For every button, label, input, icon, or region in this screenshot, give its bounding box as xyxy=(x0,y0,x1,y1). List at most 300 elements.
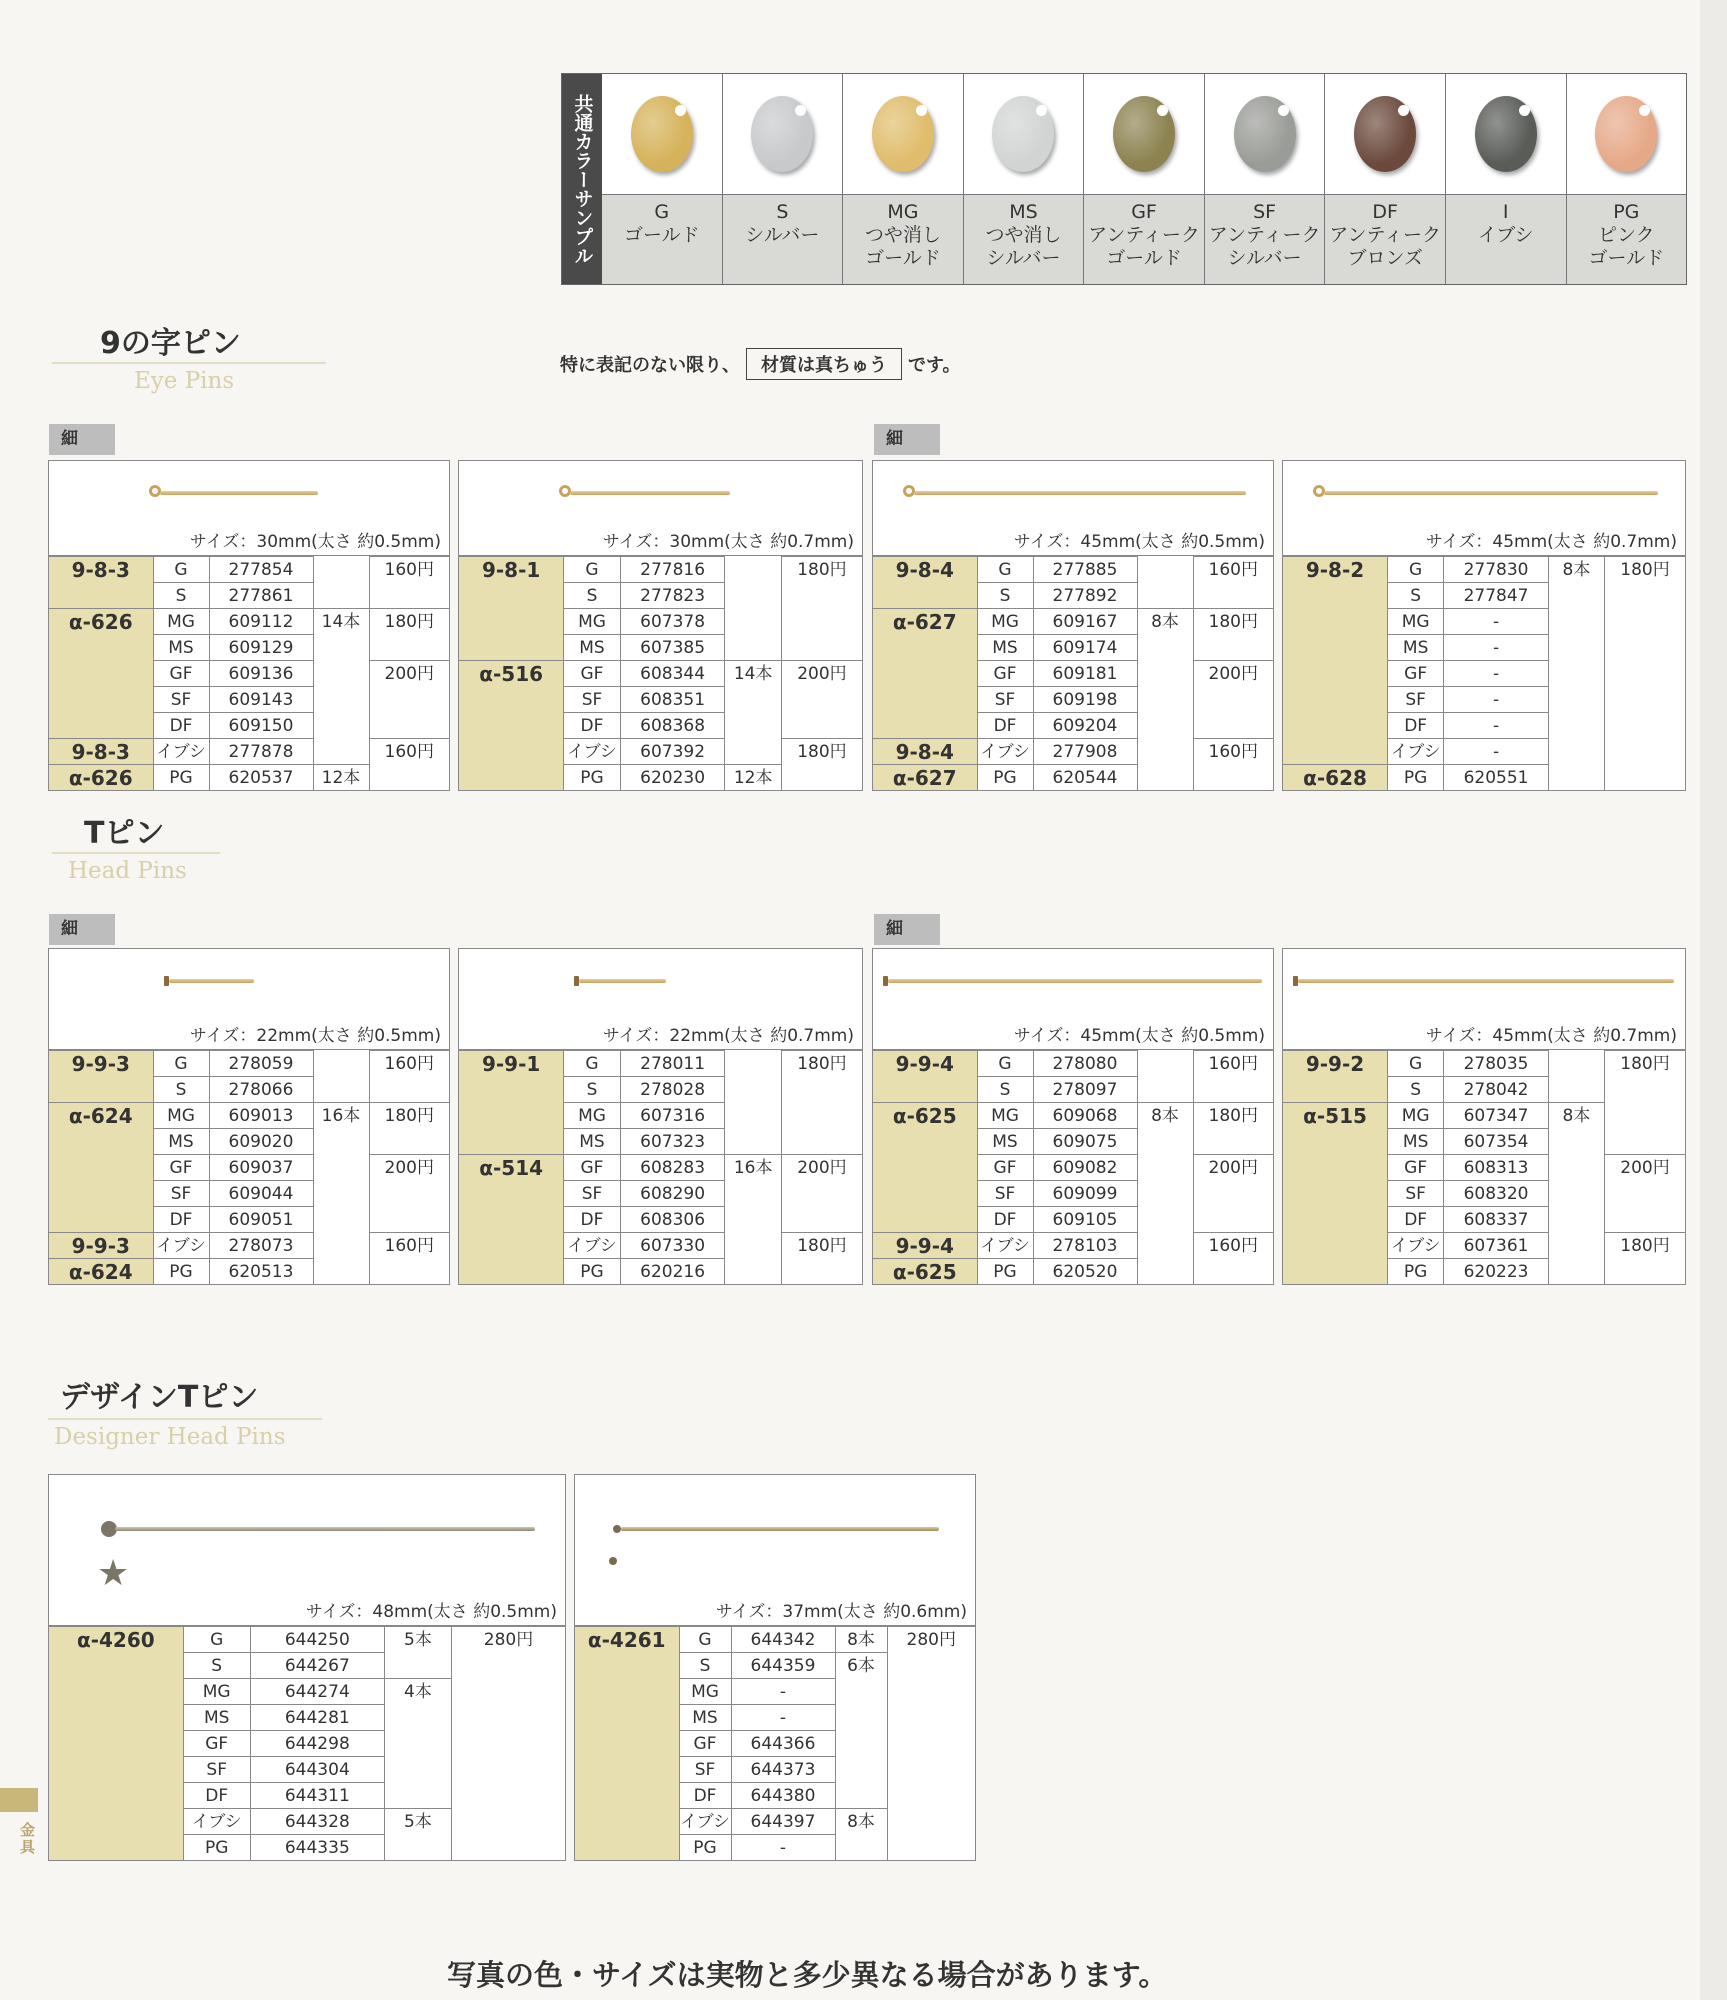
head-pins-subtitle: Head Pins xyxy=(68,858,187,884)
color-code: SF xyxy=(1388,1181,1444,1207)
product-code: 620216 xyxy=(620,1259,725,1285)
product-code: 609198 xyxy=(1033,687,1137,713)
price xyxy=(887,1653,975,1679)
head-cards-card xyxy=(1282,948,1686,1285)
color-name xyxy=(1567,195,1687,284)
quantity: 5本 xyxy=(384,1809,451,1835)
part-number xyxy=(459,635,564,661)
table-row xyxy=(49,635,449,661)
quantity: 14本 xyxy=(313,609,369,635)
product-code: 609044 xyxy=(209,1181,313,1207)
product-code: 277861 xyxy=(209,583,313,609)
product-code: 608344 xyxy=(620,661,725,687)
part-number xyxy=(49,1809,183,1835)
price xyxy=(887,1731,975,1757)
part-number xyxy=(1283,635,1388,661)
table-row xyxy=(1283,687,1685,713)
table-row xyxy=(459,1259,862,1285)
part-number: α-624 xyxy=(49,1103,153,1129)
quantity xyxy=(1548,1259,1604,1285)
star-charm-icon: ★ xyxy=(97,1553,130,1594)
color-code: GF xyxy=(1131,201,1157,223)
part-number xyxy=(459,1259,564,1285)
part-number xyxy=(873,1077,977,1103)
size-label: サイズ：45mm(太さ 約0.7mm) xyxy=(1425,532,1677,552)
quantity xyxy=(384,1705,451,1731)
color-name1: ピンク xyxy=(1597,224,1655,246)
color-code: GF xyxy=(977,1155,1033,1181)
spec-table xyxy=(49,1050,449,1284)
part-number xyxy=(1283,1207,1388,1233)
quantity xyxy=(1137,661,1193,687)
price xyxy=(1605,1207,1685,1233)
price xyxy=(887,1783,975,1809)
color-chip xyxy=(751,96,813,172)
price xyxy=(1193,713,1273,739)
part-number xyxy=(873,1129,977,1155)
pin-shaft xyxy=(914,491,1246,495)
product-code: 609167 xyxy=(1033,609,1137,635)
part-number xyxy=(459,1207,564,1233)
product-code: 277816 xyxy=(620,557,725,583)
color-code: DF xyxy=(564,713,620,739)
part-number: 9-9-2 xyxy=(1283,1051,1388,1077)
pin-shaft xyxy=(579,979,666,983)
color-code: MG xyxy=(564,609,620,635)
quantity xyxy=(1548,1077,1604,1103)
price: 200円 xyxy=(781,1155,862,1181)
color-code: SF xyxy=(977,1181,1033,1207)
price xyxy=(781,609,862,635)
price xyxy=(1193,765,1273,791)
color-code: イブシ xyxy=(1388,739,1444,765)
color-code: MS xyxy=(679,1705,731,1731)
table-row xyxy=(49,609,449,635)
price: 180円 xyxy=(781,1051,862,1077)
quantity xyxy=(1548,1155,1604,1181)
table-row xyxy=(459,1233,862,1259)
part-number xyxy=(873,713,977,739)
color-name2 xyxy=(1446,247,1566,270)
table-row xyxy=(1283,583,1685,609)
part-number xyxy=(1283,739,1388,765)
quantity xyxy=(313,1077,369,1103)
price xyxy=(887,1809,975,1835)
color-code: MS xyxy=(1388,1129,1444,1155)
part-number: 9-8-2 xyxy=(1283,557,1388,583)
quantity: 4本 xyxy=(384,1679,451,1705)
quantity: 8本 xyxy=(1548,1103,1604,1129)
product-code: - xyxy=(1444,635,1549,661)
product-code: 607392 xyxy=(620,739,725,765)
color-name1: イブシ xyxy=(1477,224,1534,246)
table-row xyxy=(873,765,1273,791)
color-code: MS xyxy=(183,1705,250,1731)
quantity xyxy=(313,739,369,765)
product-code: 609068 xyxy=(1033,1103,1137,1129)
quantity xyxy=(725,1051,781,1077)
thin-tag: 細 xyxy=(874,424,940,455)
part-number xyxy=(575,1679,679,1705)
color-name1: つや消し xyxy=(864,224,941,246)
table-row xyxy=(873,1155,1273,1181)
pin-shaft xyxy=(570,491,730,495)
product-photo xyxy=(873,949,1273,1050)
price: 180円 xyxy=(781,739,862,765)
table-row xyxy=(873,687,1273,713)
part-number xyxy=(49,1653,183,1679)
price: 180円 xyxy=(369,1103,449,1129)
table-row xyxy=(49,1207,449,1233)
product-code: 644274 xyxy=(250,1679,384,1705)
table-row xyxy=(49,557,449,583)
part-number xyxy=(459,1233,564,1259)
table-row xyxy=(459,583,862,609)
color-name2 xyxy=(602,247,722,270)
color-sample-df xyxy=(1324,74,1445,284)
quantity xyxy=(1548,713,1604,739)
eye-loop xyxy=(559,485,571,497)
color-code: S xyxy=(977,583,1033,609)
quantity xyxy=(1137,1181,1193,1207)
quantity xyxy=(1137,765,1193,791)
part-number: 9-9-3 xyxy=(49,1233,153,1259)
table-row xyxy=(49,583,449,609)
part-number xyxy=(1283,661,1388,687)
material-note-pre: 特に表記のない限り、 xyxy=(560,355,740,376)
table-row xyxy=(873,1181,1273,1207)
color-code: MG xyxy=(153,1103,209,1129)
quantity xyxy=(1548,609,1604,635)
material-note-post: です。 xyxy=(908,355,961,376)
part-number xyxy=(1283,1129,1388,1155)
product-code: 608283 xyxy=(620,1155,725,1181)
table-row xyxy=(49,1129,449,1155)
part-number: α-626 xyxy=(49,765,153,791)
color-code: MG xyxy=(183,1679,250,1705)
table-row xyxy=(873,739,1273,765)
color-code: イブシ xyxy=(153,1233,209,1259)
product-code: - xyxy=(731,1679,835,1705)
color-code: MG xyxy=(977,609,1033,635)
color-code: イブシ xyxy=(564,1233,620,1259)
pin-shaft xyxy=(621,1527,939,1531)
table-row xyxy=(49,1809,565,1835)
table-row xyxy=(1283,1259,1685,1285)
part-number: 9-8-1 xyxy=(459,557,564,583)
price xyxy=(1605,635,1685,661)
color-code: DF xyxy=(153,713,209,739)
size-label: サイズ：22mm(太さ 約0.7mm) xyxy=(602,1026,854,1046)
quantity xyxy=(1548,1129,1604,1155)
quantity xyxy=(725,713,781,739)
quantity xyxy=(1548,687,1604,713)
product-code: 609075 xyxy=(1033,1129,1137,1155)
part-number xyxy=(459,765,564,791)
color-code: MG xyxy=(153,609,209,635)
product-code: - xyxy=(1444,739,1549,765)
quantity xyxy=(1137,1155,1193,1181)
table-row xyxy=(873,1233,1273,1259)
color-code: イブシ xyxy=(183,1809,250,1835)
product-code: 277830 xyxy=(1444,557,1549,583)
product-code: 607354 xyxy=(1444,1129,1549,1155)
product-code: 620513 xyxy=(209,1259,313,1285)
head-pins-title: Tピン xyxy=(84,816,165,851)
color-name xyxy=(723,195,843,284)
color-code: MS xyxy=(977,635,1033,661)
swatch xyxy=(602,74,722,195)
color-code: イブシ xyxy=(977,739,1033,765)
color-chip xyxy=(1234,96,1296,172)
price xyxy=(451,1653,565,1679)
table-row xyxy=(459,1103,862,1129)
part-number xyxy=(459,1129,564,1155)
color-code: SF xyxy=(679,1757,731,1783)
part-number xyxy=(49,1181,153,1207)
eye-pins-title: 9の字ピン xyxy=(100,326,241,361)
quantity xyxy=(725,583,781,609)
table-row xyxy=(575,1653,975,1679)
quantity xyxy=(1137,1233,1193,1259)
product-code: 644366 xyxy=(731,1731,835,1757)
table-row xyxy=(873,661,1273,687)
color-name xyxy=(1084,195,1204,284)
price: 200円 xyxy=(1193,661,1273,687)
swatch xyxy=(1446,74,1566,195)
designer-pins-subtitle: Designer Head Pins xyxy=(54,1424,286,1450)
quantity xyxy=(725,1259,781,1285)
table-row xyxy=(873,557,1273,583)
price xyxy=(369,687,449,713)
table-row xyxy=(49,661,449,687)
product-code: 609143 xyxy=(209,687,313,713)
part-number xyxy=(459,1103,564,1129)
part-number xyxy=(1283,1077,1388,1103)
quantity xyxy=(1548,1233,1604,1259)
quantity xyxy=(313,1181,369,1207)
quantity xyxy=(725,1181,781,1207)
part-number xyxy=(49,1835,183,1861)
product-code: - xyxy=(731,1835,835,1861)
color-code: S xyxy=(564,583,620,609)
table-row xyxy=(873,583,1273,609)
part-number xyxy=(49,635,153,661)
size-label: サイズ：22mm(太さ 約0.5mm) xyxy=(189,1026,441,1046)
part-number: 9-8-3 xyxy=(49,557,153,583)
quantity: 12本 xyxy=(725,765,781,791)
eye-cards-card xyxy=(1282,460,1686,791)
eye-loop xyxy=(903,485,915,497)
price xyxy=(1193,1181,1273,1207)
color-chip xyxy=(872,96,934,172)
price xyxy=(887,1679,975,1705)
table-row xyxy=(49,1653,565,1679)
quantity xyxy=(835,1731,887,1757)
quantity xyxy=(313,687,369,713)
part-number xyxy=(49,1705,183,1731)
price xyxy=(1605,687,1685,713)
price xyxy=(451,1783,565,1809)
color-code: イブシ xyxy=(564,739,620,765)
color-code: PG xyxy=(1388,1259,1444,1285)
table-row xyxy=(49,1155,449,1181)
table-row xyxy=(459,609,862,635)
price xyxy=(1193,583,1273,609)
part-number: 9-8-3 xyxy=(49,739,153,765)
product-code: 609174 xyxy=(1033,635,1137,661)
part-number xyxy=(49,1155,153,1181)
quantity: 6本 xyxy=(835,1653,887,1679)
table-row xyxy=(49,1259,449,1285)
quantity xyxy=(313,1051,369,1077)
table-row xyxy=(873,1103,1273,1129)
price: 160円 xyxy=(369,1051,449,1077)
product-code: 609013 xyxy=(209,1103,313,1129)
color-code: SF xyxy=(564,687,620,713)
color-sample-sf xyxy=(1204,74,1325,284)
color-code: MG xyxy=(887,201,919,223)
part-number xyxy=(873,661,977,687)
part-number: α-4260 xyxy=(49,1627,183,1653)
color-chip xyxy=(1113,96,1175,172)
table-row xyxy=(49,687,449,713)
table-row xyxy=(459,739,862,765)
color-code: G xyxy=(1388,557,1444,583)
table-row xyxy=(49,1077,449,1103)
table-row xyxy=(49,765,449,791)
product-code: 644281 xyxy=(250,1705,384,1731)
table-row xyxy=(873,1077,1273,1103)
material-note-box: 材質は真ちゅう xyxy=(746,348,902,380)
part-number xyxy=(1283,1181,1388,1207)
product-code: 644304 xyxy=(250,1757,384,1783)
price xyxy=(781,1077,862,1103)
swatch xyxy=(1205,74,1325,195)
table-row xyxy=(575,1783,975,1809)
color-code: DF xyxy=(977,713,1033,739)
quantity xyxy=(313,713,369,739)
swatch xyxy=(843,74,963,195)
quantity: 8本 xyxy=(835,1809,887,1835)
product-code: 277854 xyxy=(209,557,313,583)
part-number: α-626 xyxy=(49,609,153,635)
part-number xyxy=(459,609,564,635)
price xyxy=(369,1181,449,1207)
price xyxy=(369,1129,449,1155)
quantity: 12本 xyxy=(313,765,369,791)
price: 160円 xyxy=(1193,739,1273,765)
color-code: PG xyxy=(977,1259,1033,1285)
product-code: - xyxy=(1444,661,1549,687)
price xyxy=(781,1207,862,1233)
quantity: 5本 xyxy=(384,1627,451,1653)
quantity xyxy=(384,1653,451,1679)
color-code: DF xyxy=(183,1783,250,1809)
spec-table xyxy=(575,1626,975,1860)
swatch xyxy=(1084,74,1204,195)
table-row xyxy=(459,557,862,583)
color-code: S xyxy=(153,1077,209,1103)
quantity xyxy=(725,1233,781,1259)
quantity xyxy=(1548,583,1604,609)
price: 180円 xyxy=(781,1233,862,1259)
table-row xyxy=(1283,1181,1685,1207)
price xyxy=(369,635,449,661)
eye-pins-underline xyxy=(52,362,326,364)
part-number xyxy=(575,1653,679,1679)
product-code: 609129 xyxy=(209,635,313,661)
part-number xyxy=(1283,687,1388,713)
price xyxy=(1605,609,1685,635)
eye-loop xyxy=(1313,485,1325,497)
part-number xyxy=(49,583,153,609)
product-code: 278080 xyxy=(1033,1051,1137,1077)
price: 200円 xyxy=(781,661,862,687)
thin-tag: 細 xyxy=(874,914,940,945)
color-code: DF xyxy=(1372,201,1398,223)
size-label: サイズ：45mm(太さ 約0.5mm) xyxy=(1013,1026,1265,1046)
price: 280円 xyxy=(887,1627,975,1653)
part-number xyxy=(575,1731,679,1757)
color-code: I xyxy=(1502,201,1509,223)
price xyxy=(781,1181,862,1207)
product-code: 278103 xyxy=(1033,1233,1137,1259)
table-row xyxy=(1283,635,1685,661)
color-name2: ゴールド xyxy=(1588,247,1665,269)
price xyxy=(369,1259,449,1285)
color-sample-g xyxy=(602,74,722,284)
swatch xyxy=(964,74,1084,195)
quantity xyxy=(1548,739,1604,765)
product-code: - xyxy=(1444,713,1549,739)
spec-table xyxy=(459,556,862,790)
price xyxy=(451,1757,565,1783)
price: 200円 xyxy=(369,661,449,687)
color-code: イブシ xyxy=(1388,1233,1444,1259)
color-sample-ms xyxy=(963,74,1084,284)
color-code: イブシ xyxy=(153,739,209,765)
color-sample-mg xyxy=(842,74,963,284)
table-row xyxy=(873,1129,1273,1155)
part-number xyxy=(1283,1259,1388,1285)
product-code: 278059 xyxy=(209,1051,313,1077)
product-code: 609105 xyxy=(1033,1207,1137,1233)
table-row xyxy=(49,1627,565,1653)
color-code: PG xyxy=(1613,201,1640,223)
part-number xyxy=(575,1783,679,1809)
color-code: DF xyxy=(1388,1207,1444,1233)
price: 180円 xyxy=(1605,557,1685,583)
quantity xyxy=(313,1129,369,1155)
product-code: 608368 xyxy=(620,713,725,739)
quantity xyxy=(384,1783,451,1809)
product-code: 278042 xyxy=(1444,1077,1549,1103)
color-code: DF xyxy=(679,1783,731,1809)
pin-shaft xyxy=(160,491,318,495)
color-code: S xyxy=(679,1653,731,1679)
size-label: サイズ：45mm(太さ 約0.5mm) xyxy=(1013,532,1265,552)
color-code: S xyxy=(1388,1077,1444,1103)
pin-head xyxy=(613,1525,621,1533)
color-sample-pg xyxy=(1566,74,1687,284)
designer-cards-card xyxy=(48,1474,566,1861)
table-row xyxy=(49,1757,565,1783)
price xyxy=(1605,765,1685,791)
price xyxy=(781,635,862,661)
color-code: PG xyxy=(564,1259,620,1285)
product-code: 277878 xyxy=(209,739,313,765)
